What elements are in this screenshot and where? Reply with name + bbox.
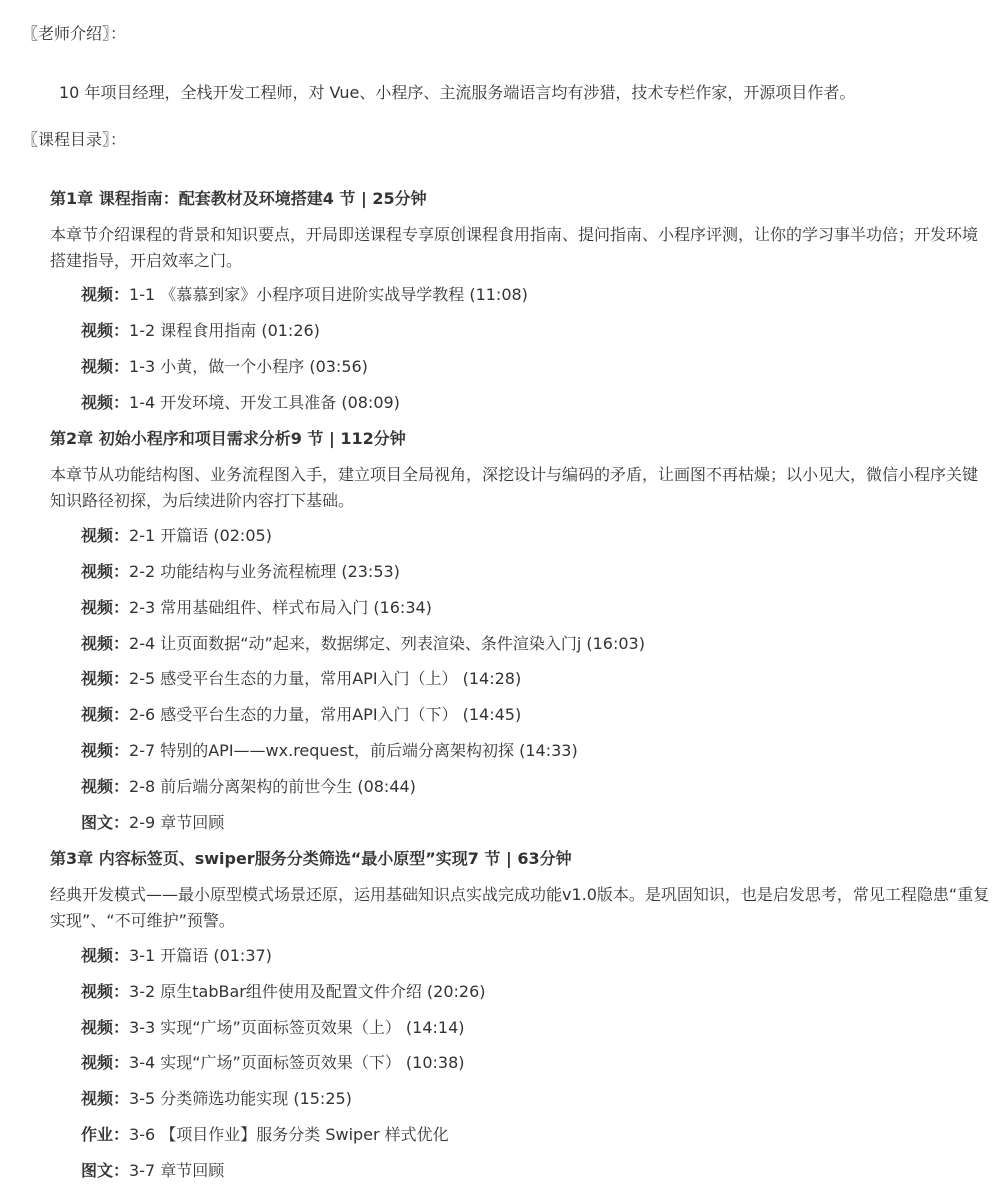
lesson-3-6[interactable]: [81, 1123, 449, 1147]
lesson-kind: 视频：: [81, 1053, 130, 1072]
lesson-kind: 视频：: [81, 526, 130, 545]
chapter-3-title: 第3章 内容标签页、swiper服务分类筛选“最小原型”实现7 节 | 63分钟: [50, 849, 572, 868]
lesson-3-1[interactable]: [81, 944, 272, 968]
lesson-1-3[interactable]: [81, 355, 368, 379]
lesson-title: 2-3 常用基础组件、样式布局入门 (16:34): [129, 598, 432, 617]
lesson-title: 1-1 《慕慕到家》小程序项目进阶实战导学教程 (11:08): [129, 285, 528, 304]
lesson-2-5[interactable]: [81, 667, 521, 691]
lesson-kind: 作业：: [81, 1125, 130, 1144]
lesson-title: 3-3 实现“广场”页面标签页效果（上） (14:14): [129, 1018, 465, 1037]
lesson-kind: 视频：: [81, 705, 130, 724]
lesson-kind: 视频：: [81, 321, 130, 340]
lesson-1-4[interactable]: [81, 391, 400, 415]
chapter-2-title: 第2章 初始小程序和项目需求分析9 节 | 112分钟: [50, 429, 406, 448]
lesson-title: 3-2 原生tabBar组件使用及配置文件介绍 (20:26): [129, 982, 486, 1001]
lesson-title: 2-8 前后端分离架构的前世今生 (08:44): [129, 777, 416, 796]
lesson-kind: 视频：: [81, 1018, 130, 1037]
lesson-kind: 视频：: [81, 1089, 130, 1108]
lesson-title: 3-7 章节回顾: [129, 1161, 225, 1180]
lesson-title: 1-2 课程食用指南 (01:26): [129, 321, 320, 340]
lesson-title: 2-4 让页面数据“动”起来，数据绑定、列表渲染、条件渲染入门j (16:03): [129, 634, 645, 653]
lesson-kind: 视频：: [81, 946, 130, 965]
lesson-2-1[interactable]: [81, 524, 272, 548]
lesson-kind: 视频：: [81, 982, 130, 1001]
lesson-title: 3-4 实现“广场”页面标签页效果（下） (10:38): [129, 1053, 465, 1072]
teacher-bio: 10 年项目经理，全栈开发工程师，对 Vue、小程序、主流服务端语言均有涉猎，技术专栏作家，开源项目作者。: [59, 83, 856, 102]
lesson-1-1[interactable]: [81, 283, 528, 307]
lesson-title: 3-5 分类筛选功能实现 (15:25): [129, 1089, 352, 1108]
lesson-title: 2-1 开篇语 (02:05): [129, 526, 272, 545]
chapter-3-desc: 经典开发模式——最小原型模式场景还原，运用基础知识点实战完成功能v1.0版本。是巩固知识，也是启发思考，常见工程隐患“重复实现”、“不可维护”预警。: [50, 885, 990, 930]
lesson-3-2[interactable]: [81, 980, 486, 1004]
lesson-2-6[interactable]: [81, 703, 521, 727]
lesson-title: 2-9 章节回顾: [129, 813, 225, 832]
teacher-heading: 〖老师介绍〗：: [22, 24, 127, 43]
lesson-2-3[interactable]: [81, 596, 432, 620]
lesson-kind: 视频：: [81, 777, 130, 796]
lesson-2-8[interactable]: [81, 775, 416, 799]
lesson-kind: 图文：: [81, 1161, 130, 1180]
lesson-3-3[interactable]: [81, 1016, 465, 1040]
lesson-kind: 视频：: [81, 357, 130, 376]
lesson-3-7[interactable]: [81, 1159, 224, 1183]
lesson-kind: 视频：: [81, 741, 130, 760]
chapter-1-title: 第1章 课程指南：配套教材及环境搭建4 节 | 25分钟: [50, 189, 427, 208]
lesson-title: 3-6 【项目作业】服务分类 Swiper 样式优化: [129, 1125, 449, 1144]
lesson-title: 2-6 感受平台生态的力量，常用API入门（下） (14:45): [129, 705, 522, 724]
lesson-kind: 视频：: [81, 598, 130, 617]
lesson-3-5[interactable]: [81, 1087, 352, 1111]
lesson-kind: 图文：: [81, 813, 130, 832]
lesson-title: 2-7 特别的API——wx.request，前后端分离架构初探 (14:33): [129, 741, 578, 760]
lesson-kind: 视频：: [81, 562, 130, 581]
lesson-2-7[interactable]: [81, 739, 578, 763]
lesson-2-9[interactable]: [81, 811, 224, 835]
lesson-kind: 视频：: [81, 669, 130, 688]
lesson-kind: 视频：: [81, 393, 130, 412]
lesson-kind: 视频：: [81, 285, 130, 304]
lesson-1-2[interactable]: [81, 319, 320, 343]
lesson-title: 2-5 感受平台生态的力量，常用API入门（上） (14:28): [129, 669, 522, 688]
catalog-heading: 〖课程目录〗：: [22, 130, 127, 149]
lesson-2-2[interactable]: [81, 560, 400, 584]
lesson-title: 1-4 开发环境、开发工具准备 (08:09): [129, 393, 400, 412]
lesson-3-4[interactable]: [81, 1051, 465, 1075]
lesson-title: 1-3 小黄，做一个小程序 (03:56): [129, 357, 368, 376]
lesson-title: 2-2 功能结构与业务流程梳理 (23:53): [129, 562, 400, 581]
chapter-1-desc: 本章节介绍课程的背景和知识要点，开局即送课程专享原创课程食用指南、提问指南、小程序评测，让你的学习事半功倍；开发环境搭建指导，开启效率之门。: [50, 225, 979, 270]
lesson-kind: 视频：: [81, 634, 130, 653]
lesson-title: 3-1 开篇语 (01:37): [129, 946, 272, 965]
lesson-2-4[interactable]: [81, 632, 645, 656]
chapter-2-desc: 本章节从功能结构图、业务流程图入手，建立项目全局视角，深挖设计与编码的矛盾，让画图不再枯燥；以小见大，微信小程序关键知识路径初探，为后续进阶内容打下基础。: [50, 465, 979, 510]
